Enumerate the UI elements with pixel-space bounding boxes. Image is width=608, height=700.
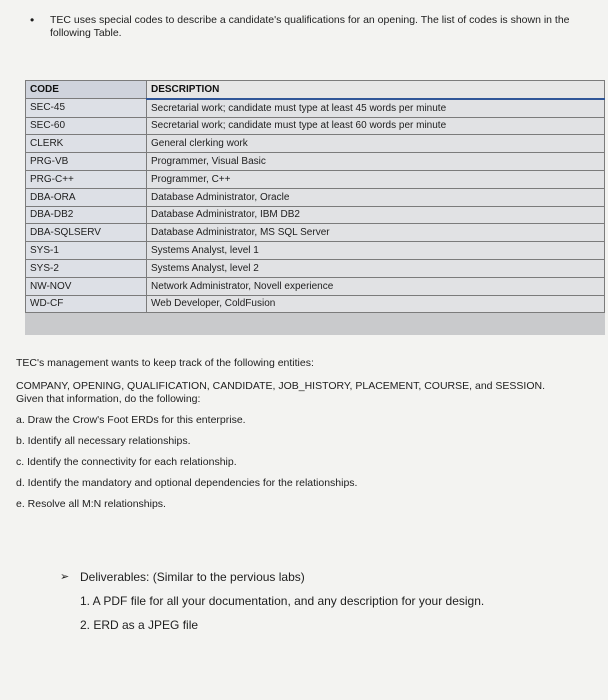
table-row [26,170,605,188]
code-cell: SEC-45 [26,99,147,117]
intro-text: TEC uses special codes to describe a candidate's qualifications for an opening. The list of codes is shown in the following Table. [50,14,570,39]
qualification-codes-table [25,80,605,326]
description-cell: Database Administrator, Oracle [147,188,605,206]
given-sentence: Given that information, do the following: [16,393,201,405]
code-cell: NW-NOV [26,277,147,295]
code-cell: SYS-2 [26,259,147,277]
header-code: CODE [26,81,147,99]
deliverable-item: 1. A PDF file for all your documentation, and any description for your design. [80,594,485,608]
header-description: DESCRIPTION [147,81,605,99]
intro-paragraph [30,14,575,40]
description-cell: Systems Analyst, level 1 [147,242,605,260]
entities-list: COMPANY, OPENING, QUALIFICATION, CANDIDATE, JOB_HISTORY, PLACEMENT, COURSE, and SESSION. [16,380,546,392]
table-row [26,99,605,117]
description-cell: Secretarial work; candidate must type at least 60 words per minute [147,117,605,135]
code-cell: DBA-DB2 [26,206,147,224]
table-row [26,153,605,171]
task-item: a. Draw the Crow's Foot ERDs for this enterprise. [16,414,246,426]
deliverables-title: Deliverables: (Similar to the pervious labs) [80,570,305,584]
table-header-row [26,81,605,99]
instructions [16,357,586,510]
table-row [26,277,605,295]
table-row [26,117,605,135]
description-cell: Database Administrator, MS SQL Server [147,224,605,242]
code-cell: SYS-1 [26,242,147,260]
task-item: e. Resolve all M:N relationships. [16,498,166,510]
description-cell: Database Administrator, IBM DB2 [147,206,605,224]
code-cell: DBA-SQLSERV [26,224,147,242]
description-cell: Systems Analyst, level 2 [147,259,605,277]
description-cell: Secretarial work; candidate must type at least 45 words per minute [147,99,605,117]
code-cell: SEC-60 [26,117,147,135]
code-cell: DBA-ORA [26,188,147,206]
table-bottom-band [25,313,605,335]
management-sentence: TEC's management wants to keep track of the following entities: [16,357,314,369]
table-row [26,259,605,277]
code-cell: CLERK [26,135,147,153]
description-cell: Network Administrator, Novell experience [147,277,605,295]
task-item: d. Identify the mandatory and optional dependencies for the relationships. [16,477,358,489]
description-cell: Programmer, Visual Basic [147,153,605,171]
task-item: c. Identify the connectivity for each relationship. [16,456,237,468]
code-cell: PRG-VB [26,153,147,171]
table-row [26,188,605,206]
table-row [26,206,605,224]
bullet-icon: • [30,13,35,27]
deliverable-item: 2. ERD as a JPEG file [80,618,199,632]
table-row [26,295,605,313]
table-row [26,135,605,153]
description-cell: Web Developer, ColdFusion [147,295,605,313]
arrow-bullet-icon: ➢ [60,571,70,583]
description-cell: Programmer, C++ [147,170,605,188]
table-row [26,242,605,260]
code-cell: WD-CF [26,295,147,313]
deliverables-section [60,570,580,632]
table-row [26,224,605,242]
task-item: b. Identify all necessary relationships. [16,435,191,447]
code-cell: PRG-C++ [26,170,147,188]
description-cell: General clerking work [147,135,605,153]
